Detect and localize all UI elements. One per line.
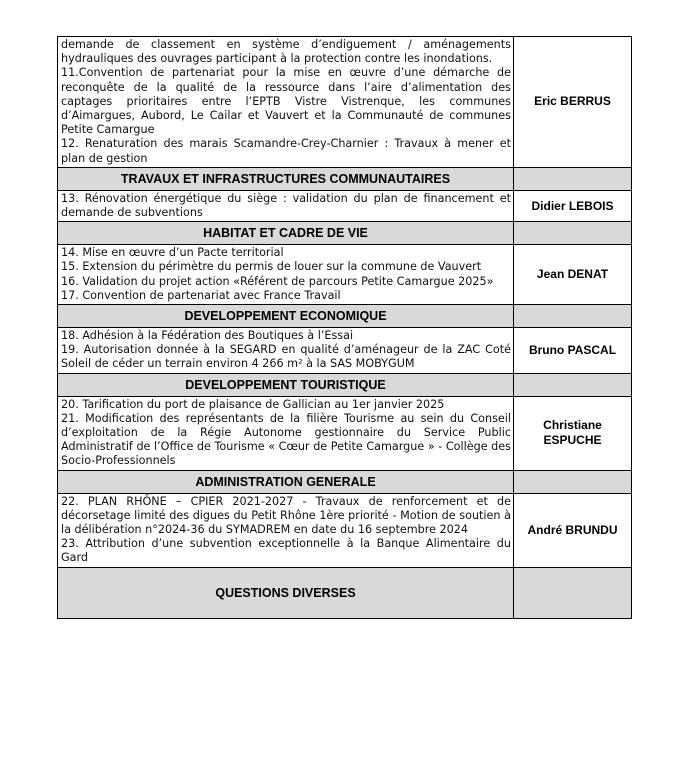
agenda-item: 13. Rénovation énergétique du siège : validation du plan de financement et demande de subventions <box>61 191 511 220</box>
section-header-row <box>58 305 632 328</box>
agenda-item: 12. Renaturation des marais Scamandre-Crey-Charnier : Travaux à mener et plan de gestion <box>61 137 511 165</box>
section-title: DEVELOPPEMENT ECONOMIQUE <box>58 305 514 328</box>
section-header-row <box>58 470 632 493</box>
section-title: QUESTIONS DIVERSES <box>58 567 514 618</box>
section-title: HABITAT ET CADRE DE VIE <box>58 222 514 245</box>
agenda-item: 20. Tarification du port de plaisance de Gallician au 1er janvier 2025 <box>61 397 445 411</box>
responsible-name: Eric BERRUS <box>514 37 632 168</box>
agenda-row <box>58 493 632 567</box>
agenda-row <box>58 37 632 168</box>
agenda-items-cell <box>58 396 514 470</box>
section-empty-cell <box>514 167 632 190</box>
responsible-name: Bruno PASCAL <box>514 328 632 374</box>
section-title: ADMINISTRATION GENERALE <box>58 470 514 493</box>
section-header-row <box>58 167 632 190</box>
agenda-item: 23. Attribution d’une subvention exceptionnelle à la Banque Alimentaire du Gard <box>61 537 511 565</box>
agenda-item: 22. PLAN RHÔNE – CPIER 2021-2027 - Travaux de renforcement et de décorsetage limité des digues du Petit Rhône 1ère priorité - Motion de soutien à la délibération n°2024-36 du SYMADREM en date du 16 septembre 2024 <box>61 494 511 537</box>
section-title: TRAVAUX ET INFRASTRUCTURES COMMUNAUTAIRES <box>58 167 514 190</box>
section-empty-cell <box>514 305 632 328</box>
agenda-table <box>57 36 632 619</box>
section-title: DEVELOPPEMENT TOURISTIQUE <box>58 373 514 396</box>
section-empty-cell <box>514 222 632 245</box>
agenda-row <box>58 396 632 470</box>
agenda-item: 14. Mise en œuvre d’un Pacte territorial <box>61 246 284 260</box>
agenda-item: 11.Convention de partenariat pour la mise en œuvre d’une démarche de reconquête de la qualité de la ressource dans l’aire d’alimentation des captages prioritaires entre l’EPTB Vistre Vistrenque, les communes d’Aimargues, Aubord, Le Cailar et Vauvert et la Communauté de communes Petite Camargue <box>61 66 511 137</box>
agenda-items-cell <box>58 190 514 221</box>
responsible-name: André BRUNDU <box>514 493 632 567</box>
agenda-items-cell <box>58 245 514 305</box>
agenda-table-body <box>58 37 632 619</box>
questions-diverses-row <box>58 567 632 618</box>
agenda-row <box>58 245 632 305</box>
section-empty-cell <box>514 470 632 493</box>
agenda-item: 15. Extension du périmètre du permis de louer sur la commune de Vauvert <box>61 260 482 274</box>
agenda-item: demande de classement en système d’endiguement / aménagements hydrauliques des ouvrages participant à la protection contre les inondations. <box>61 38 511 66</box>
agenda-page <box>57 36 631 619</box>
section-header-row <box>58 222 632 245</box>
agenda-item: 18. Adhésion à la Fédération des Boutiques à l’Essai <box>61 329 354 343</box>
agenda-row <box>58 328 632 374</box>
agenda-items-cell <box>58 493 514 567</box>
responsible-name: Didier LEBOIS <box>514 190 632 221</box>
responsible-name: Christiane ESPUCHE <box>514 396 632 470</box>
agenda-item: 17. Convention de partenariat avec France Travail <box>61 288 341 302</box>
responsible-name: Jean DENAT <box>514 245 632 305</box>
agenda-row <box>58 190 632 221</box>
section-header-row <box>58 373 632 396</box>
agenda-items-cell <box>58 328 514 374</box>
section-empty-cell <box>514 373 632 396</box>
agenda-items-cell <box>58 37 514 168</box>
agenda-item: 16. Validation du projet action «Référent de parcours Petite Camargue 2025» <box>61 274 494 288</box>
agenda-item: 19. Autorisation donnée à la SEGARD en qualité d’aménageur de la ZAC Coté Soleil de céder un terrain environ 4 266 m² à la SAS MOBYGUM <box>61 343 511 371</box>
agenda-item: 21. Modification des représentants de la filière Tourisme au sein du Conseil d’exploitation de la Régie Autonome gestionnaire du Service Public Administratif de l’Office de Tourisme « Cœur de Petite Camargue » - Collège des Socio-Professionnels <box>61 411 511 468</box>
section-empty-cell <box>514 567 632 618</box>
